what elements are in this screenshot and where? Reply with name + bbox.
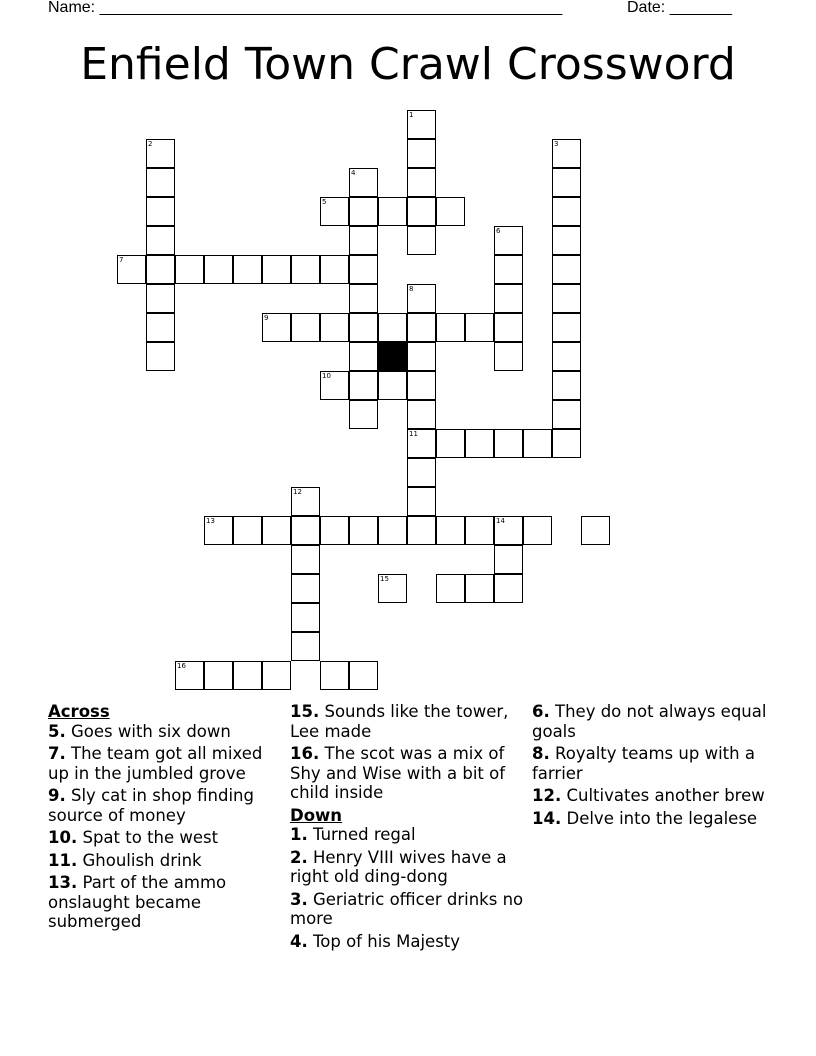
clue-number: 2. <box>290 847 308 867</box>
clue-number: 11. <box>48 850 78 870</box>
clue-item <box>48 722 278 742</box>
clue-number: 16. <box>290 744 320 763</box>
clue-number: 3. <box>290 889 308 909</box>
clue-text: Spat to the west <box>82 828 219 847</box>
grid-cell[interactable] <box>436 313 465 342</box>
down-heading: Down <box>290 805 343 825</box>
grid-cell[interactable] <box>291 516 320 545</box>
clue-item <box>290 825 526 845</box>
clue-number: 8. <box>532 744 550 763</box>
grid-cell[interactable] <box>378 313 407 342</box>
clue-text: Goes with six down <box>71 721 231 741</box>
clue-text: The scot was a mix of Shy and Wise with a bit of child inside <box>290 744 506 802</box>
clue-text: They do not always equal goals <box>532 702 767 741</box>
grid-cell[interactable] <box>320 661 349 690</box>
grid-cell[interactable] <box>552 255 581 284</box>
black-cell <box>378 342 407 371</box>
clue-number: 12. <box>532 786 562 805</box>
clue-number: 7. <box>48 744 66 763</box>
grid-cell[interactable] <box>436 574 465 603</box>
across-heading: Across <box>48 702 110 721</box>
grid-cell[interactable] <box>407 197 436 226</box>
grid-cell[interactable] <box>436 516 465 545</box>
clue-number: 10. <box>48 828 78 847</box>
grid-cell[interactable] <box>320 516 349 545</box>
grid-cell[interactable] <box>407 110 436 139</box>
grid-cell[interactable] <box>204 255 233 284</box>
grid-cell[interactable] <box>407 226 436 255</box>
clue-item <box>48 873 278 932</box>
clue-number-label: 15 <box>380 575 389 583</box>
page-title: Enfield Town Crawl Crossword <box>80 39 736 90</box>
grid-cell[interactable] <box>494 313 523 342</box>
grid-cell[interactable] <box>146 168 175 197</box>
grid-cell[interactable] <box>378 516 407 545</box>
grid-cell[interactable] <box>581 516 610 545</box>
clue-item <box>532 786 768 806</box>
clue-item <box>532 702 768 741</box>
grid-cell[interactable] <box>407 342 436 371</box>
clue-text: Geriatric officer drinks no more <box>290 889 524 928</box>
grid-cell[interactable] <box>407 458 436 487</box>
grid-cell[interactable] <box>552 284 581 313</box>
clue-item <box>290 932 526 952</box>
grid-cell[interactable] <box>494 226 523 255</box>
clue-item <box>290 702 526 741</box>
grid-cell[interactable] <box>407 313 436 342</box>
grid-cell[interactable] <box>494 516 523 545</box>
grid-cell[interactable] <box>320 255 349 284</box>
grid-cell[interactable] <box>407 371 436 400</box>
grid-cell[interactable] <box>552 226 581 255</box>
grid-cell[interactable] <box>407 168 436 197</box>
grid-cell[interactable] <box>349 516 378 545</box>
grid-cell[interactable] <box>407 516 436 545</box>
grid-cell[interactable] <box>233 661 262 690</box>
grid-cell[interactable] <box>523 429 552 458</box>
clue-item <box>532 809 768 829</box>
grid-cell[interactable] <box>552 313 581 342</box>
grid-cell[interactable] <box>494 284 523 313</box>
grid-cell[interactable] <box>291 255 320 284</box>
grid-cell[interactable] <box>407 139 436 168</box>
grid-cell[interactable] <box>378 197 407 226</box>
clue-text: Turned regal <box>313 825 416 844</box>
grid-cell[interactable] <box>552 400 581 429</box>
grid-cell[interactable] <box>146 313 175 342</box>
grid-cell[interactable] <box>349 226 378 255</box>
grid-cell[interactable] <box>349 661 378 690</box>
clue-number: 6. <box>532 702 550 721</box>
clue-text: Top of his Majesty <box>313 931 461 951</box>
grid-cell[interactable] <box>146 139 175 168</box>
clue-text: Sly cat in shop finding source of money <box>48 786 254 825</box>
clue-number: 13. <box>48 873 78 892</box>
grid-cell[interactable] <box>146 197 175 226</box>
grid-cell[interactable] <box>494 545 523 574</box>
grid-cell[interactable] <box>349 313 378 342</box>
clue-number-label: 2 <box>148 140 153 148</box>
grid-cell[interactable] <box>262 255 291 284</box>
clue-number-label: 13 <box>206 517 215 525</box>
grid-cell[interactable] <box>494 429 523 458</box>
grid-cell[interactable] <box>349 400 378 429</box>
grid-cell[interactable] <box>291 632 320 661</box>
clue-number-label: 6 <box>496 227 501 235</box>
grid-cell[interactable] <box>349 168 378 197</box>
clue-number: 14. <box>532 808 562 828</box>
grid-cell[interactable] <box>175 661 204 690</box>
grid-cell[interactable] <box>291 545 320 574</box>
grid-cell[interactable] <box>146 342 175 371</box>
clue-number: 4. <box>290 931 308 951</box>
grid-cell[interactable] <box>552 342 581 371</box>
clue-item <box>290 890 526 929</box>
grid-cell[interactable] <box>291 603 320 632</box>
grid-cell[interactable] <box>320 197 349 226</box>
clue-item <box>290 848 526 887</box>
clue-number-label: 9 <box>264 314 269 322</box>
grid-cell[interactable] <box>349 197 378 226</box>
clue-text: Henry VIII wives have a right old ding-dong <box>290 847 507 886</box>
grid-cell[interactable] <box>320 313 349 342</box>
grid-cell[interactable] <box>378 574 407 603</box>
grid-cell[interactable] <box>175 255 204 284</box>
grid-cell[interactable] <box>291 487 320 516</box>
clue-item <box>48 786 278 825</box>
grid-cell[interactable] <box>407 400 436 429</box>
clue-column-3 <box>532 702 768 831</box>
clue-number-label: 3 <box>554 140 559 148</box>
clue-text: Delve into the legalese <box>566 808 758 828</box>
grid-cell[interactable] <box>407 284 436 313</box>
grid-cell[interactable] <box>291 313 320 342</box>
grid-cell[interactable] <box>436 429 465 458</box>
clue-text: Royalty teams up with a farrier <box>532 744 755 783</box>
grid-cell[interactable] <box>552 371 581 400</box>
grid-cell[interactable] <box>349 284 378 313</box>
date-field[interactable]: Date: _______ <box>627 0 732 16</box>
clue-item <box>290 744 526 803</box>
clue-number-label: 7 <box>119 256 124 264</box>
clue-number-label: 4 <box>351 169 356 177</box>
grid-cell[interactable] <box>349 255 378 284</box>
clue-item <box>532 744 768 783</box>
grid-cell[interactable] <box>552 168 581 197</box>
name-field[interactable]: Name: ____________________________________________________ <box>48 0 563 16</box>
clue-number-label: 8 <box>409 285 414 293</box>
grid-cell[interactable] <box>494 342 523 371</box>
clue-item <box>48 744 278 783</box>
clue-number-label: 12 <box>293 488 302 496</box>
clue-column-2 <box>290 702 526 954</box>
grid-cell[interactable] <box>378 371 407 400</box>
clue-number-label: 11 <box>409 430 418 438</box>
grid-cell[interactable] <box>146 284 175 313</box>
clue-item <box>48 851 278 871</box>
grid-cell[interactable] <box>465 516 494 545</box>
grid-cell[interactable] <box>146 226 175 255</box>
grid-cell[interactable] <box>552 197 581 226</box>
grid-cell[interactable] <box>465 574 494 603</box>
clue-text: The team got all mixed up in the jumbled grove <box>48 744 263 783</box>
grid-cell[interactable] <box>204 516 233 545</box>
grid-cell[interactable] <box>146 255 175 284</box>
grid-cell[interactable] <box>494 255 523 284</box>
grid-cell[interactable] <box>262 661 291 690</box>
clue-number-label: 1 <box>409 111 414 119</box>
grid-cell[interactable] <box>436 197 465 226</box>
clue-column-1 <box>48 702 278 935</box>
grid-cell[interactable] <box>349 371 378 400</box>
clue-number: 9. <box>48 786 66 805</box>
grid-cell[interactable] <box>320 371 349 400</box>
clue-item <box>48 828 278 848</box>
grid-cell[interactable] <box>204 661 233 690</box>
clue-number-label: 16 <box>177 662 186 670</box>
clue-text: Ghoulish drink <box>82 850 202 870</box>
clue-number-label: 14 <box>496 517 505 525</box>
grid-cell[interactable] <box>465 313 494 342</box>
clue-text: Part of the ammo onslaught became submerged <box>48 873 227 931</box>
grid-cell[interactable] <box>233 516 262 545</box>
clue-number: 5. <box>48 721 66 741</box>
clue-number: 1. <box>290 825 308 844</box>
grid-cell[interactable] <box>494 574 523 603</box>
grid-cell[interactable] <box>291 574 320 603</box>
grid-cell[interactable] <box>552 139 581 168</box>
grid-cell[interactable] <box>552 429 581 458</box>
grid-cell[interactable] <box>117 255 146 284</box>
clue-text: Sounds like the tower, Lee made <box>290 702 509 741</box>
grid-cell[interactable] <box>465 429 494 458</box>
clue-number-label: 10 <box>322 372 331 380</box>
grid-cell[interactable] <box>233 255 262 284</box>
clue-text: Cultivates another brew <box>566 786 765 805</box>
grid-cell[interactable] <box>262 313 291 342</box>
grid-cell[interactable] <box>407 429 436 458</box>
clue-number-label: 5 <box>322 198 327 206</box>
grid-cell[interactable] <box>523 516 552 545</box>
grid-cell[interactable] <box>262 516 291 545</box>
grid-cell[interactable] <box>349 342 378 371</box>
clue-number: 15. <box>290 702 320 721</box>
grid-cell[interactable] <box>407 487 436 516</box>
